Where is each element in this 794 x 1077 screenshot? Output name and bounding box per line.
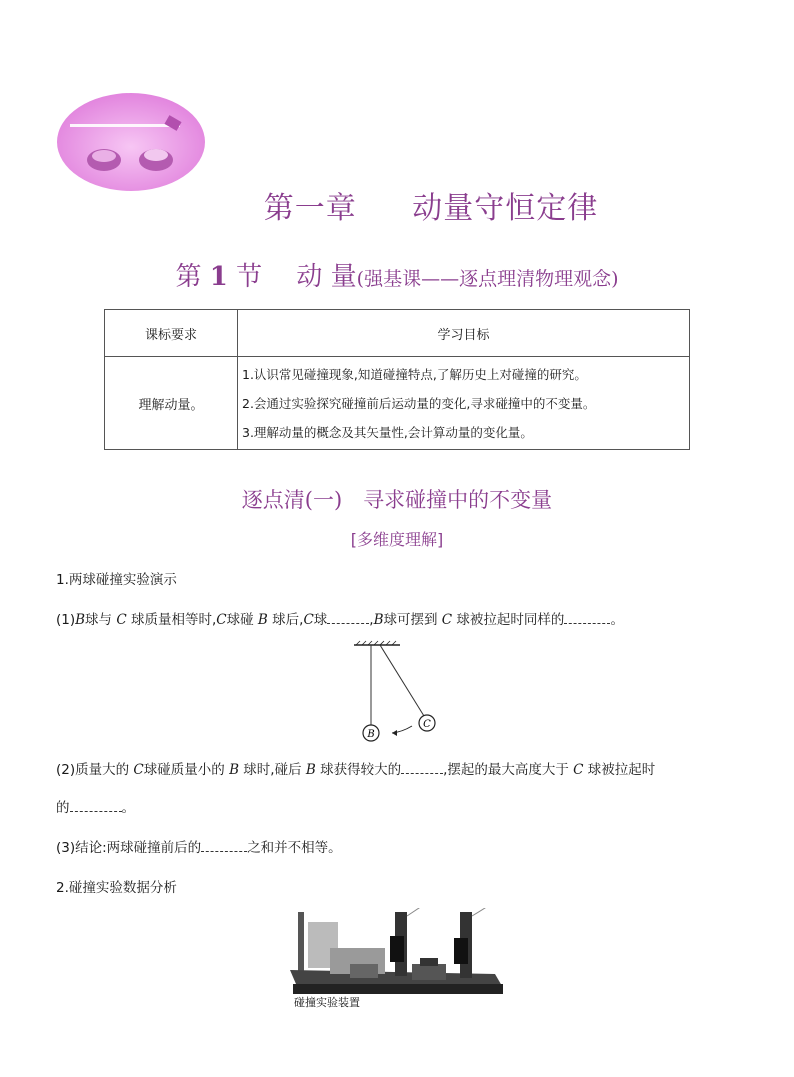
q2-part: 的 <box>56 800 70 816</box>
question-2-line1 <box>56 758 655 778</box>
apparatus-caption: 碰撞实验装置 <box>294 996 360 1009</box>
q2-part: B <box>229 762 239 778</box>
q1-part: 球碰 <box>226 612 258 628</box>
q2-part: 球时,碰后 <box>238 762 306 778</box>
q1-part: 球质量相等时, <box>126 612 217 628</box>
q1-part: (1) <box>56 612 76 628</box>
q1-part: 。 <box>610 612 624 628</box>
q1-part: C <box>303 612 314 628</box>
goal-item: 3.理解动量的概念及其矢量性,会计算动量的变化量。 <box>242 424 533 440</box>
q2-part: B <box>305 762 316 778</box>
q2-part: 。 <box>121 800 135 816</box>
q3-part: 之和并不相等。 <box>247 840 342 856</box>
item2-heading: 2.碰撞实验数据分析 <box>56 880 177 896</box>
answer-blank <box>564 609 610 624</box>
q1-part: B <box>257 612 268 628</box>
q2-part: (2)质量大的 <box>56 762 134 778</box>
q2-part: 球被拉起时 <box>583 762 656 778</box>
chapter-label: 第一章 <box>263 191 357 226</box>
ball-b-label: B <box>367 729 375 740</box>
item1-heading: 1.两球碰撞实验演示 <box>56 572 177 588</box>
q2-part: C <box>573 762 584 778</box>
q2-part: 球碰质量小的 <box>143 762 230 778</box>
ball-c-label: C <box>423 719 431 730</box>
question-1 <box>56 608 624 628</box>
q1-part: 球与 <box>85 612 117 628</box>
section-number: 1 <box>209 262 228 292</box>
goal-item: 2.会通过实验探究碰撞前后运动量的变化,寻求碰撞中的不变量。 <box>242 395 596 411</box>
question-2-line2 <box>56 796 135 816</box>
chapter-title <box>0 183 794 227</box>
section-subtitle: (强基课——逐点理清物理观念) <box>356 268 619 290</box>
requirement-cell: 理解动量。 <box>105 357 238 450</box>
section-name: 动 量 <box>296 262 357 292</box>
q1-part: C <box>116 612 127 628</box>
chapter-name: 动量守恒定律 <box>412 191 599 226</box>
q1-part: B <box>75 612 86 628</box>
q3-part: (3)结论:两球碰撞前后的 <box>56 840 202 856</box>
pendulum-diagram <box>350 640 450 745</box>
q2-part: 球获得较大的 <box>315 762 402 778</box>
section-unit: 节 <box>236 262 263 292</box>
apparatus-photo <box>290 908 504 1010</box>
goals-table <box>104 309 690 450</box>
q1-part: 球 <box>313 612 328 628</box>
section-label: 第 <box>175 262 202 292</box>
goals-cell <box>238 357 690 450</box>
q2-part: ,摆起的最大高度大于 <box>443 762 574 778</box>
q1-part: B <box>373 612 384 628</box>
question-3 <box>56 836 342 856</box>
chapter-photo <box>56 92 206 192</box>
q1-part: , <box>369 612 374 628</box>
answer-blank <box>327 609 369 624</box>
q1-part: C <box>216 612 227 628</box>
col-header-requirement: 课标要求 <box>105 310 238 357</box>
point-bracket: [多维度理解] <box>350 530 444 549</box>
q1-part: 球后, <box>267 612 304 628</box>
answer-blank <box>70 797 122 812</box>
q1-part: 球被拉起时同样的 <box>452 612 565 628</box>
section-title <box>0 256 794 293</box>
col-header-goals: 学习目标 <box>238 310 690 357</box>
answer-blank <box>201 837 247 852</box>
answer-blank <box>401 759 443 774</box>
q1-part: 球可摆到 <box>383 612 442 628</box>
point-title: 逐点清(一) 寻求碰撞中的不变量 <box>241 488 553 512</box>
goal-item: 1.认识常见碰撞现象,知道碰撞特点,了解历史上对碰撞的研究。 <box>242 366 587 382</box>
q1-part: C <box>441 612 453 628</box>
q2-part: C <box>133 762 144 778</box>
